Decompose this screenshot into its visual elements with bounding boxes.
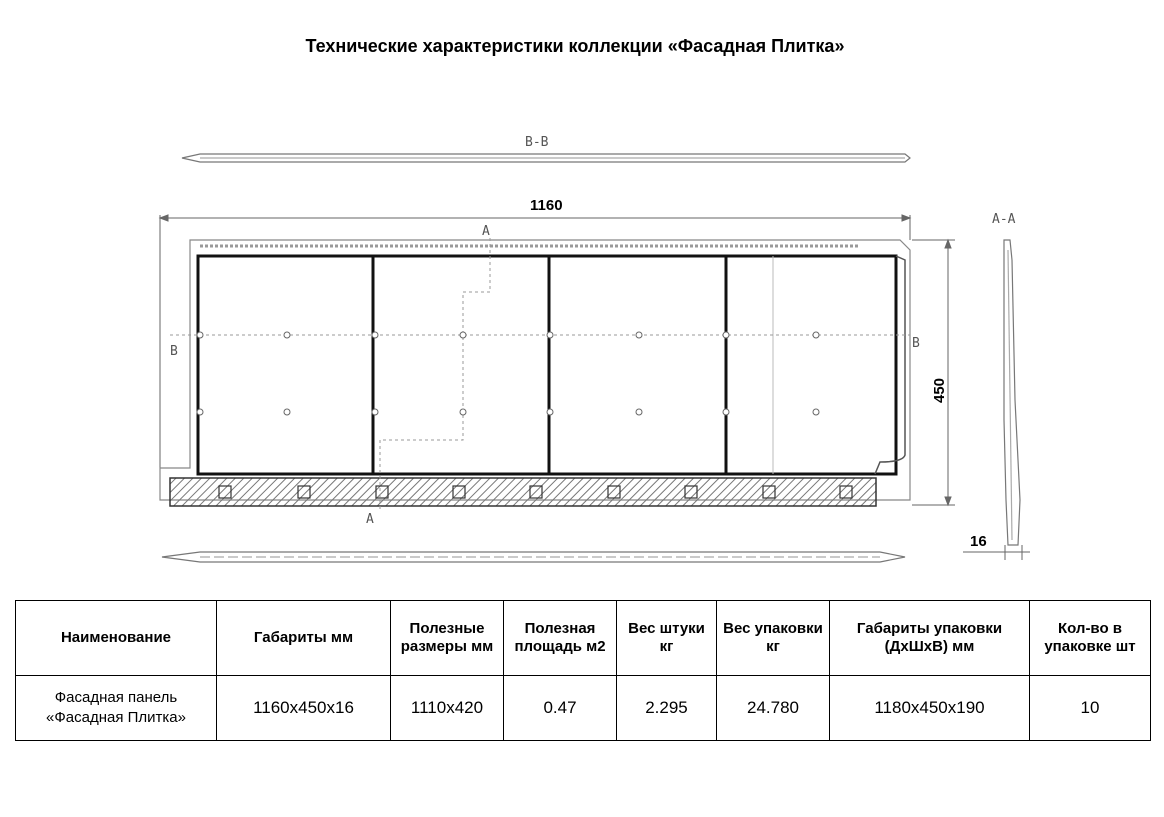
section-aa-label: A-A <box>992 212 1016 227</box>
header-useful-dimensions: Полезные размеры мм <box>391 601 504 676</box>
cell-pack-dimensions: 1180x450x190 <box>830 676 1030 741</box>
dimension-width-label: 1160 <box>530 197 563 214</box>
cell-name-line2: «Фасадная Плитка» <box>46 709 186 726</box>
section-a-bottom-mark: A <box>366 512 374 527</box>
table-header-row <box>16 601 1151 676</box>
cell-dimensions: 1160x450x16 <box>217 676 391 741</box>
tile-cells <box>198 256 896 474</box>
dimension-thickness-label: 16 <box>970 533 987 550</box>
cell-name <box>16 676 217 741</box>
cell-name-line1: Фасадная панель <box>54 689 178 706</box>
specification-table <box>15 600 1151 741</box>
panel-right-edge <box>875 256 905 474</box>
section-a-top-mark: A <box>482 224 490 239</box>
height-dimension <box>912 240 955 505</box>
table-row <box>16 676 1151 741</box>
header-piece-weight: Вес штуки кг <box>617 601 717 676</box>
section-aa-profile <box>1004 240 1020 545</box>
header-dimensions: Габариты мм <box>217 601 391 676</box>
page-title: Технические характеристики коллекции «Фасадная Плитка» <box>305 36 845 56</box>
header-pack-weight: Вес упаковки кг <box>717 601 830 676</box>
panel-outline <box>160 240 910 500</box>
cell-pack-qty: 10 <box>1030 676 1151 741</box>
section-b-right-mark: B <box>912 336 920 351</box>
header-useful-area: Полезная площадь м2 <box>504 601 617 676</box>
header-name: Наименование <box>16 601 217 676</box>
section-b-left-mark: B <box>170 344 178 359</box>
section-line-aa <box>380 238 490 512</box>
width-dimension <box>160 215 910 500</box>
panel-technical-drawing <box>0 120 1164 580</box>
section-bb-profile <box>182 154 910 162</box>
header-pack-dimensions: Габариты упаковки (ДхШхВ) мм <box>830 601 1030 676</box>
section-bb-label: B-B <box>525 135 549 150</box>
dimension-height-label: 450 <box>931 377 948 403</box>
header-pack-qty: Кол-во в упаковке шт <box>1030 601 1151 676</box>
bottom-profile <box>162 552 905 562</box>
cell-pack-weight: 24.780 <box>717 676 830 741</box>
cell-useful-area: 0.47 <box>504 676 617 741</box>
cell-useful-dimensions: 1110x420 <box>391 676 504 741</box>
cell-piece-weight: 2.295 <box>617 676 717 741</box>
bottom-hatched-strip <box>170 478 876 506</box>
